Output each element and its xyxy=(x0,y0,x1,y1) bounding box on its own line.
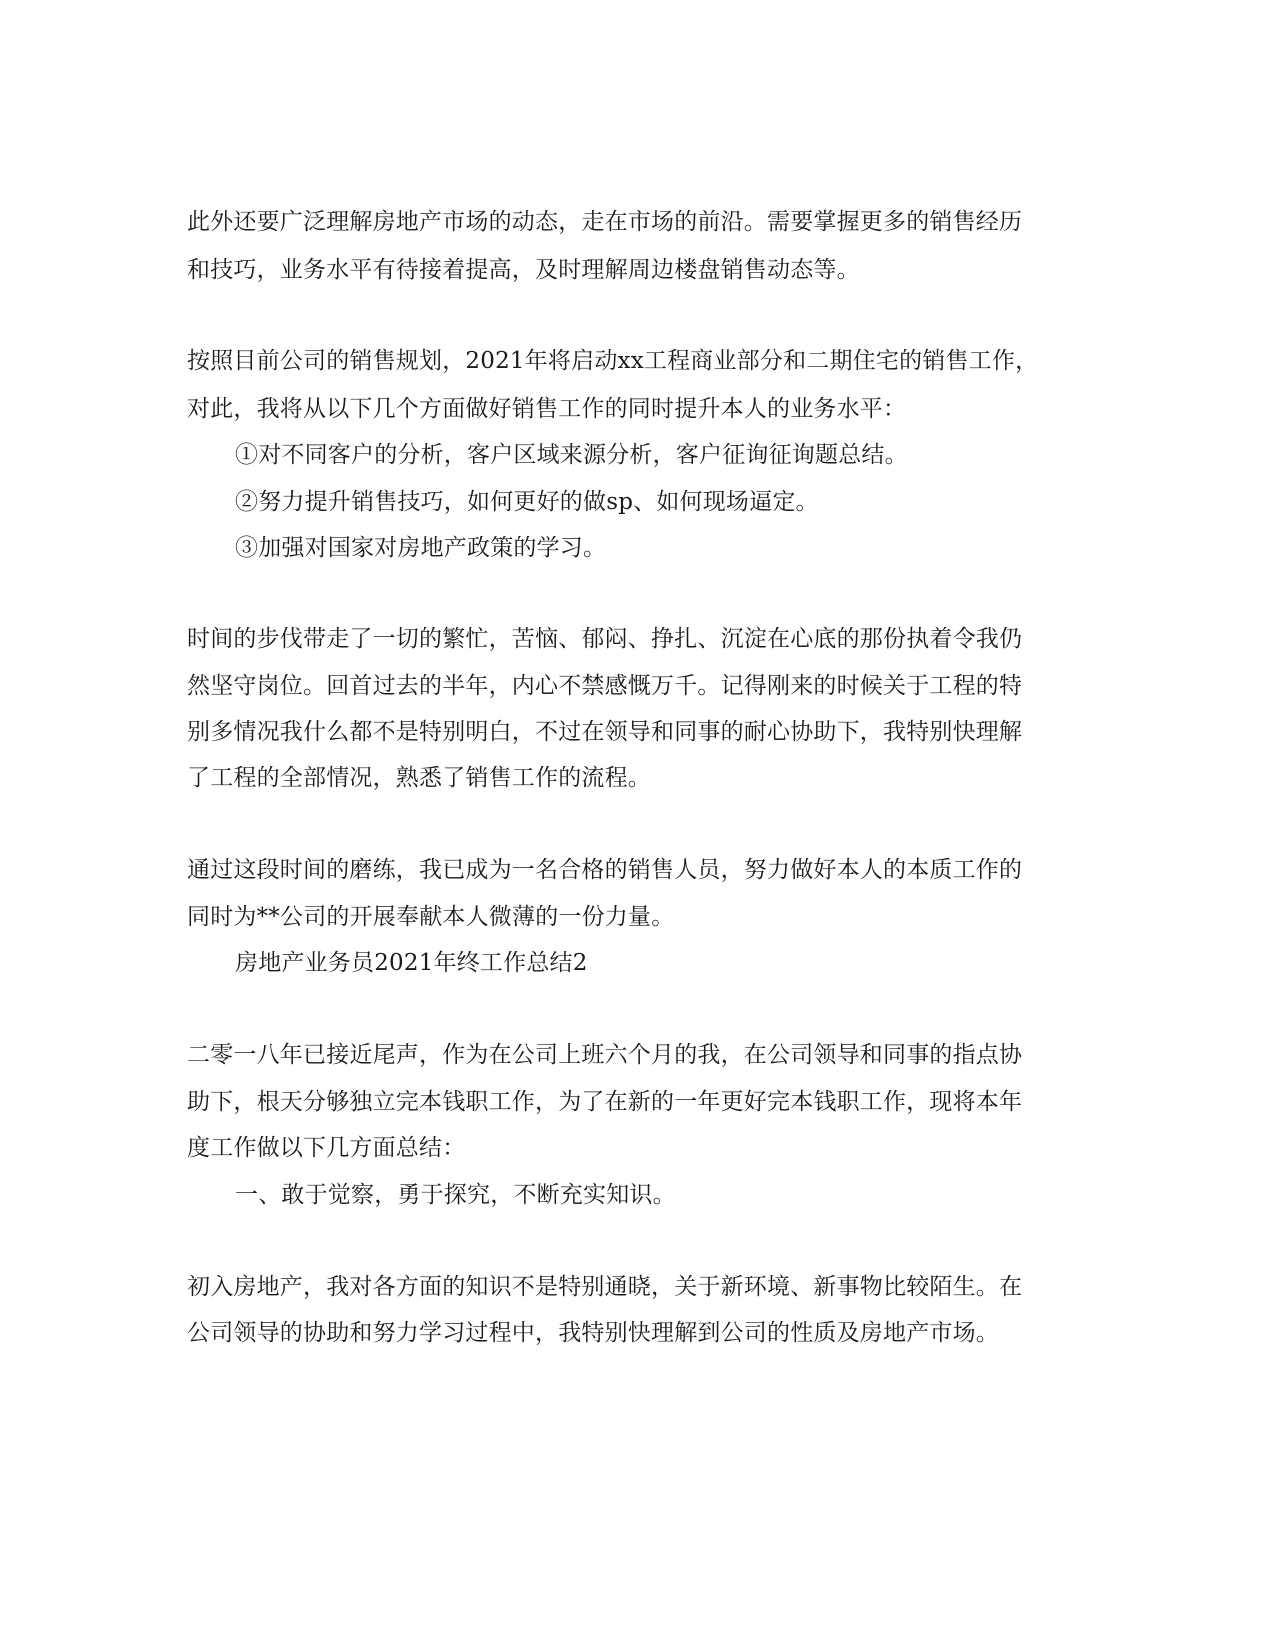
section-heading: 一、敢于觉察，勇于探究，不断充实知识。 xyxy=(235,1182,676,1208)
paragraph-line: 对此，我将从以下几个方面做好销售工作的同时提升本人的业务水平： xyxy=(187,396,907,422)
paragraph-line: 度工作做以下几方面总结： xyxy=(187,1135,466,1161)
paragraph-line: 二零一八年已接近尾声，作为在公司上班六个月的我，在公司领导和同事的指点协 xyxy=(187,1042,1023,1068)
paragraph-line: 然坚守岗位。回首过去的半年，内心不禁感慨万千。记得刚来的时候关于工程的特 xyxy=(187,673,1023,699)
list-item: ②努力提升销售技巧，如何更好的做sp、如何现场逼定。 xyxy=(235,489,819,515)
paragraph-line: 助下，根天分够独立完本钱职工作，为了在新的一年更好完本钱职工作，现将本年 xyxy=(187,1089,1023,1115)
paragraph-line: 公司领导的协助和努力学习过程中，我特别快理解到公司的性质及房地产市场。 xyxy=(187,1320,999,1346)
paragraph-line: 和技巧，业务水平有待接着提高，及时理解周边楼盘销售动态等。 xyxy=(187,257,860,283)
list-item: ①对不同客户的分析，客户区域来源分析，客户征询征询题总结。 xyxy=(235,442,908,468)
section-title: 房地产业务员2021年终工作总结2 xyxy=(235,950,588,976)
paragraph-line: 通过这段时间的磨练，我已成为一名合格的销售人员，努力做好本人的本质工作的 xyxy=(187,857,1023,883)
paragraph-line: 同时为**公司的开展奉献本人微薄的一份力量。 xyxy=(187,904,675,930)
paragraph-line: 按照目前公司的销售规划，2021年将启动xx工程商业部分和二期住宅的销售工作， xyxy=(187,348,1039,374)
paragraph-line: 时间的步伐带走了一切的繁忙，苦恼、郁闷、挣扎、沉淀在心底的那份执着令我仍 xyxy=(187,626,1023,652)
paragraph-line: 了工程的全部情况，熟悉了销售工作的流程。 xyxy=(187,765,651,791)
paragraph-line: 此外还要广泛理解房地产市场的动态，走在市场的前沿。需要掌握更多的销售经历 xyxy=(187,209,1023,235)
list-item: ③加强对国家对房地产政策的学习。 xyxy=(235,535,607,561)
paragraph-line: 初入房地产，我对各方面的知识不是特别通晓，关于新环境、新事物比较陌生。在 xyxy=(187,1274,1023,1300)
paragraph-line: 别多情况我什么都不是特别明白，不过在领导和同事的耐心协助下，我特别快理解 xyxy=(187,719,1023,745)
